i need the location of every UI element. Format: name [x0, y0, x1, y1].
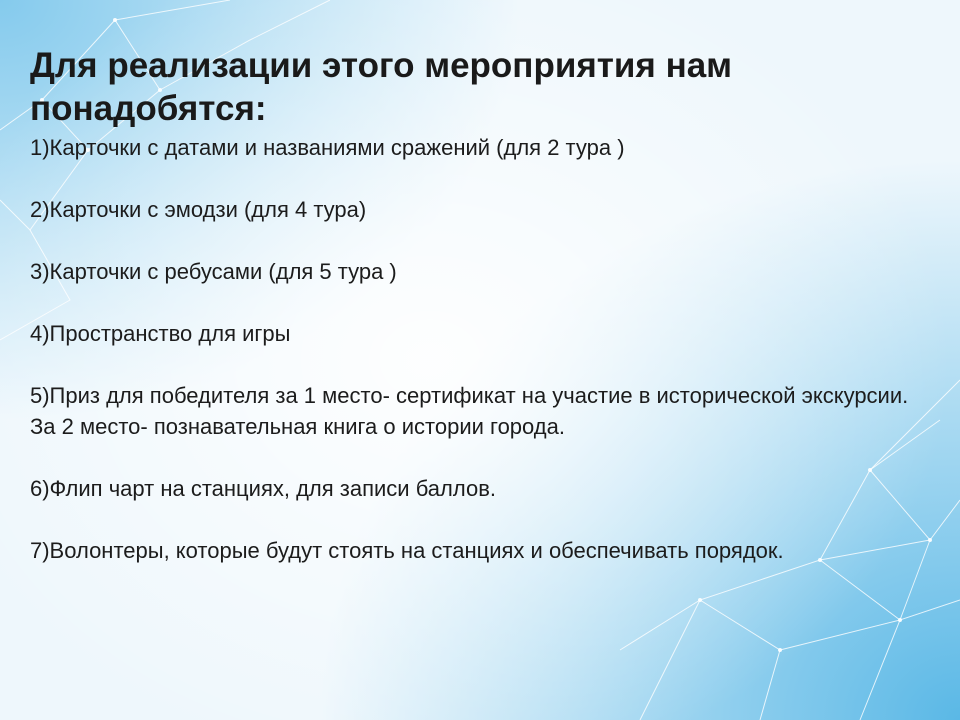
requirements-list	[30, 132, 910, 566]
list-item: 7)Волонтеры, которые будут стоять на станциях и обеспечивать порядок.	[30, 538, 784, 563]
slide-title: Для реализации этого мероприятия нам понадобятся:	[30, 46, 733, 128]
list-item: 1)Карточки с датами и названиями сражений (для 2 тура )	[30, 135, 625, 160]
list-item: 6)Флип чарт на станциях, для записи баллов.	[30, 476, 496, 501]
list-item: 5)Приз для победителя за 1 место- сертификат на участие в исторической экскурсии. За 2 место- познавательная книга о истории города.	[30, 383, 909, 439]
slide-content	[30, 44, 910, 597]
list-item: 2)Карточки с эмодзи (для 4 тура)	[30, 197, 367, 222]
list-item: 3)Карточки с ребусами (для 5 тура )	[30, 259, 397, 284]
list-item: 4)Пространство для игры	[30, 321, 291, 346]
